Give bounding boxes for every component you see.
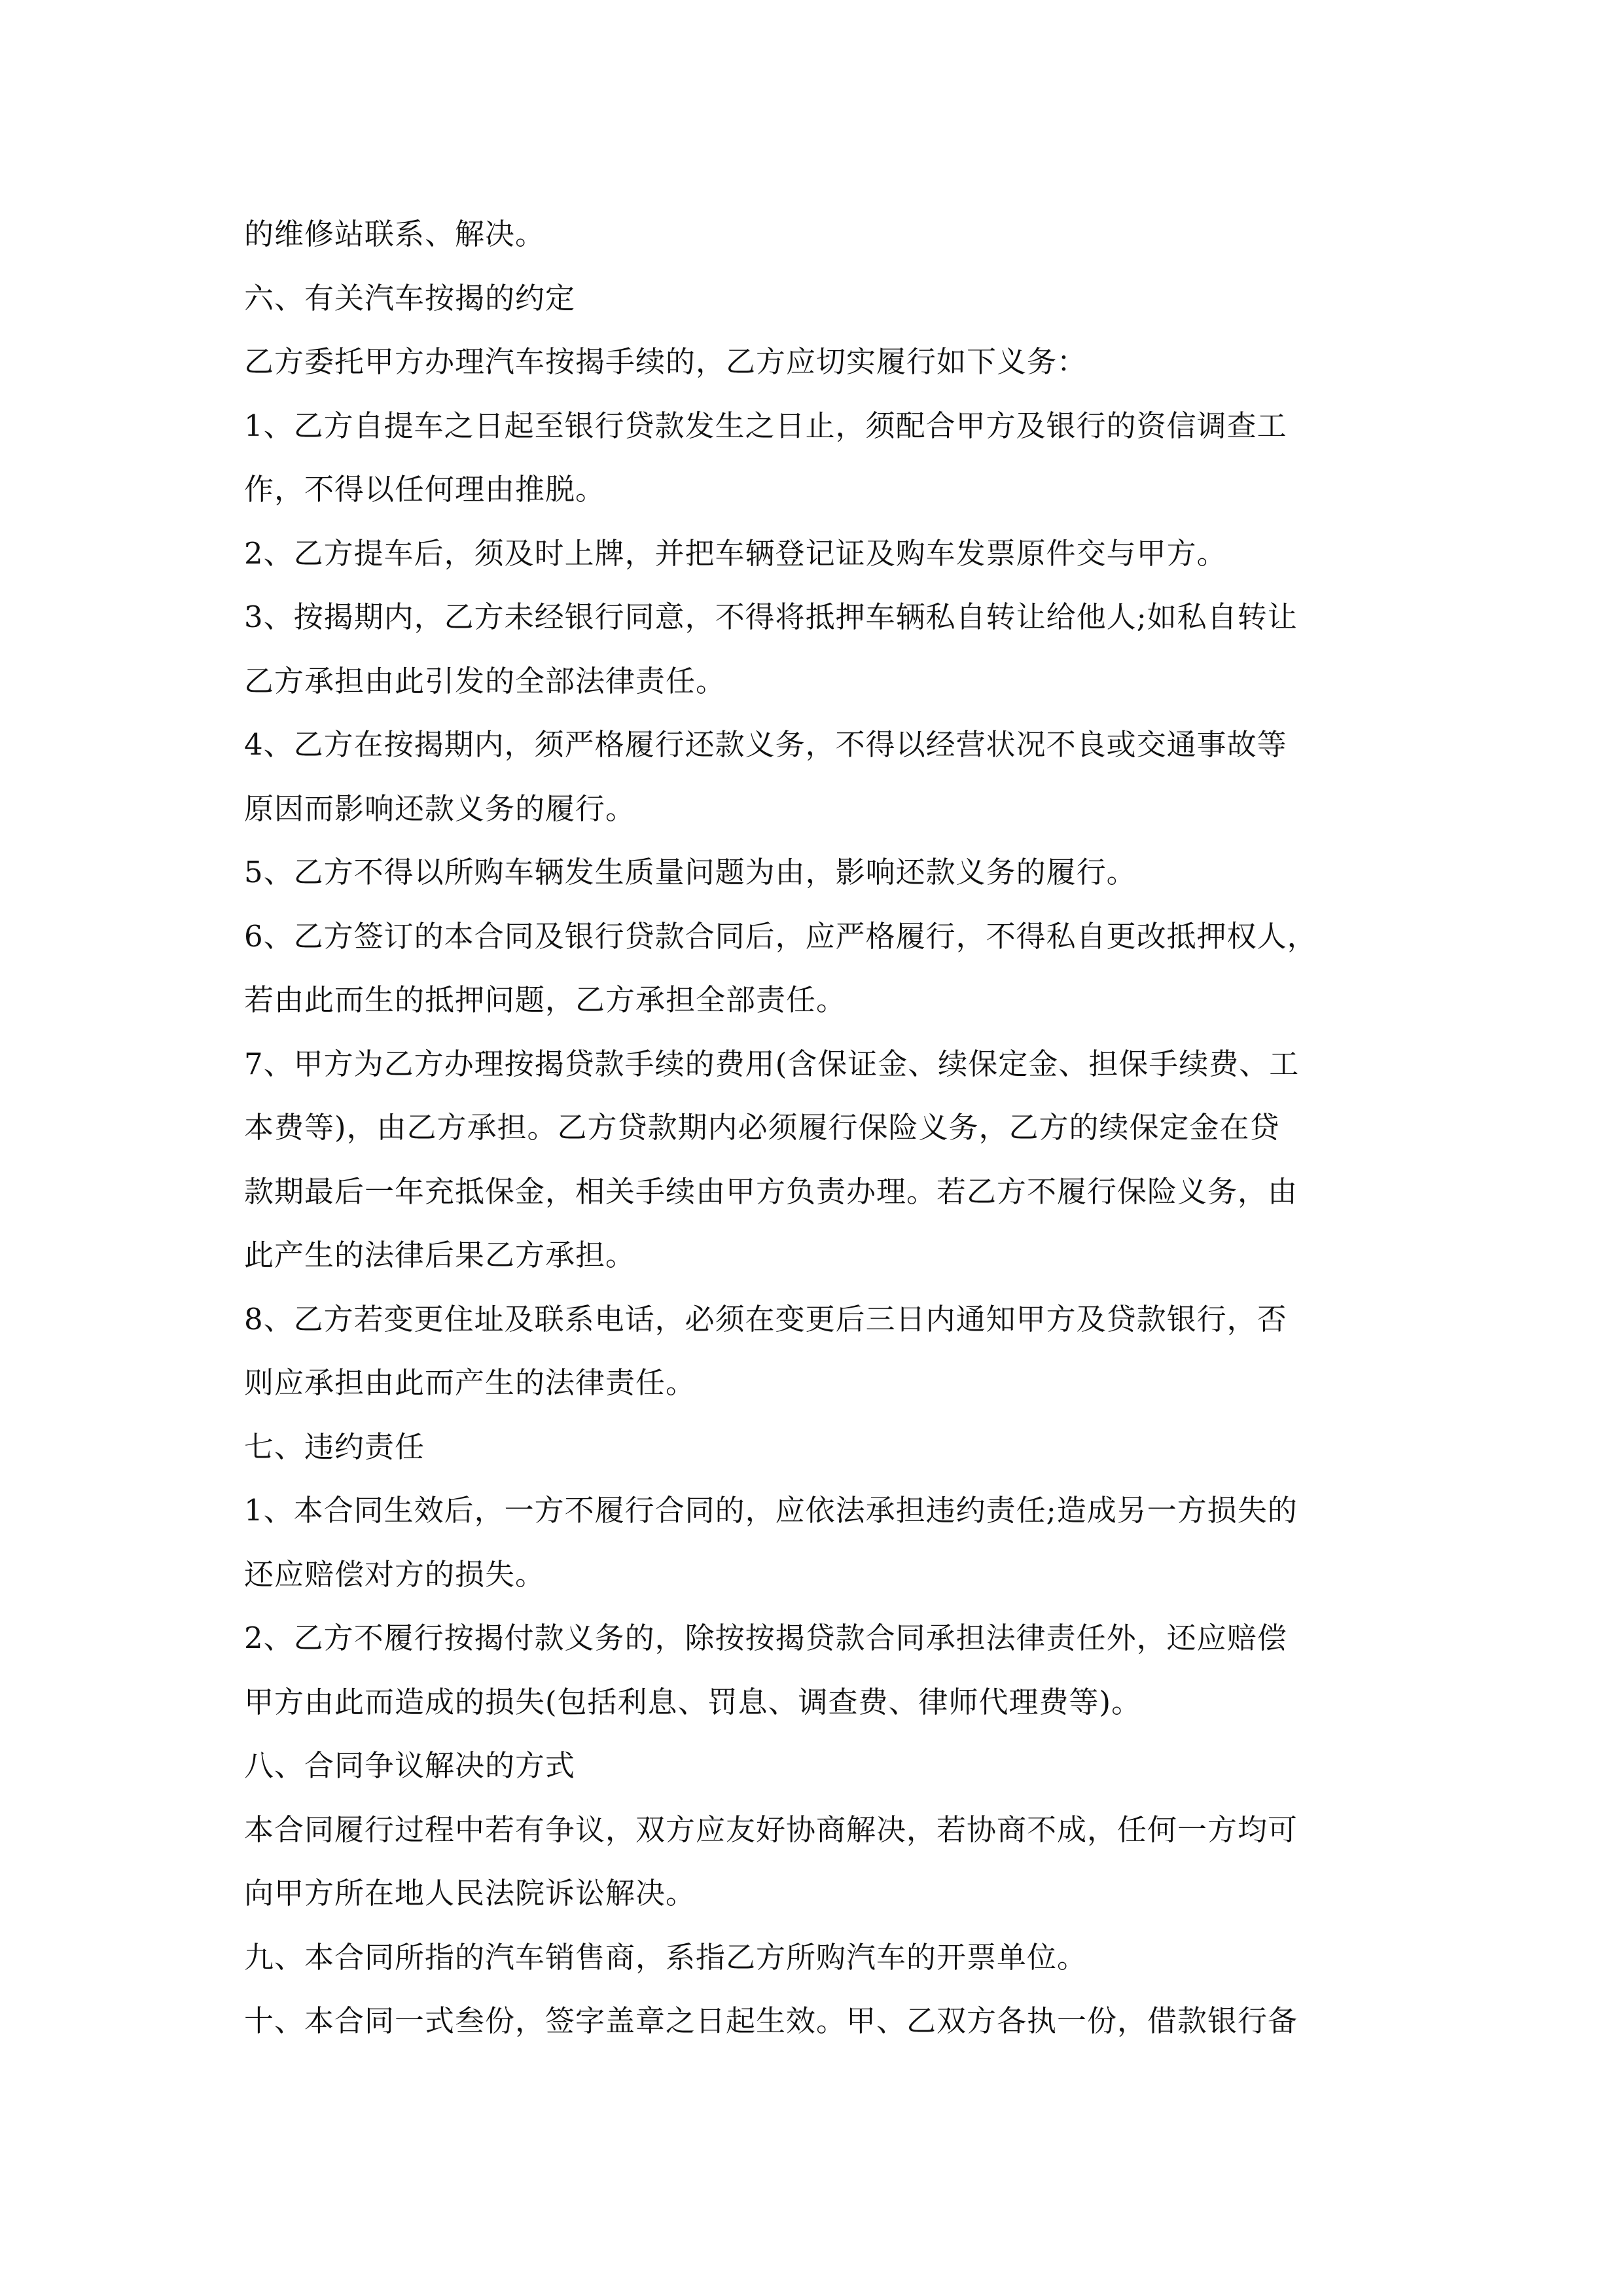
text-line: 乙方委托甲方办理汽车按揭手续的，乙方应切实履行如下义务： <box>244 344 1088 379</box>
text-line: 7、甲方为乙方办理按揭贷款手续的费用(含保证金、续保定金、担保手续费、工 <box>244 1046 1300 1081</box>
text-line: 乙方承担由此引发的全部法律责任。 <box>244 663 726 698</box>
section-heading-7: 七、违约责任 <box>244 1429 425 1464</box>
text-line: 原因而影响还款义务的履行。 <box>244 791 636 826</box>
text-line: 本费等)，由乙方承担。乙方贷款期内必须履行保险义务，乙方的续保定金在贷 <box>244 1110 1280 1145</box>
text-line: 的维修站联系、解决。 <box>244 217 546 251</box>
section-heading-9: 九、本合同所指的汽车销售商，系指乙方所购汽车的开票单位。 <box>244 1939 1088 1975</box>
text-line: 则应承担由此而产生的法律责任。 <box>244 1365 696 1400</box>
text-line: 1、本合同生效后，一方不履行合同的，应依法承担违约责任;造成另一方损失的 <box>244 1493 1298 1528</box>
section-heading-10: 十、本合同一式叁份，签字盖章之日起生效。甲、乙双方各执一份，借款银行备 <box>244 2003 1298 2038</box>
section-heading-6: 六、有关汽车按揭的约定 <box>244 280 576 315</box>
text-line: 2、乙方提车后，须及时上牌，并把车辆登记证及购车发票原件交与甲方。 <box>244 535 1227 571</box>
text-line: 8、乙方若变更住址及联系电话，必须在变更后三日内通知甲方及贷款银行，否 <box>244 1301 1287 1336</box>
text-line: 5、乙方不得以所购车辆发生质量问题为由，影响还款义务的履行。 <box>244 855 1137 889</box>
text-line: 4、乙方在按揭期内，须严格履行还款义务，不得以经营状况不良或交通事故等 <box>244 727 1287 762</box>
text-line: 此产生的法律后果乙方承担。 <box>244 1238 636 1272</box>
text-line: 本合同履行过程中若有争议，双方应友好协商解决，若协商不成，任何一方均可 <box>244 1812 1298 1847</box>
contract-body <box>244 202 1386 2053</box>
text-line: 6、乙方签订的本合同及银行贷款合同后，应严格履行，不得私自更改抵押权人， <box>244 918 1317 954</box>
text-line: 向甲方所在地人民法院诉讼解决。 <box>244 1876 696 1910</box>
text-line: 作，不得以任何理由推脱。 <box>244 472 606 507</box>
text-line: 甲方由此而造成的损失(包括利息、罚息、调查费、律师代理费等)。 <box>244 1684 1142 1719</box>
text-line: 3、按揭期内，乙方未经银行同意，不得将抵押车辆私自转让给他人;如私自转让 <box>244 600 1298 634</box>
text-line: 还应赔偿对方的损失。 <box>244 1556 546 1592</box>
text-line: 1、乙方自提车之日起至银行贷款发生之日止，须配合甲方及银行的资信调查工 <box>244 408 1287 443</box>
text-line: 款期最后一年充抵保金，相关手续由甲方负责办理。若乙方不履行保险义务，由 <box>244 1174 1298 1209</box>
text-line: 2、乙方不履行按揭付款义务的，除按按揭贷款合同承担法律责任外，还应赔偿 <box>244 1621 1287 1655</box>
text-line: 若由此而生的抵押问题，乙方承担全部责任。 <box>244 982 847 1017</box>
section-heading-8: 八、合同争议解决的方式 <box>244 1748 576 1783</box>
